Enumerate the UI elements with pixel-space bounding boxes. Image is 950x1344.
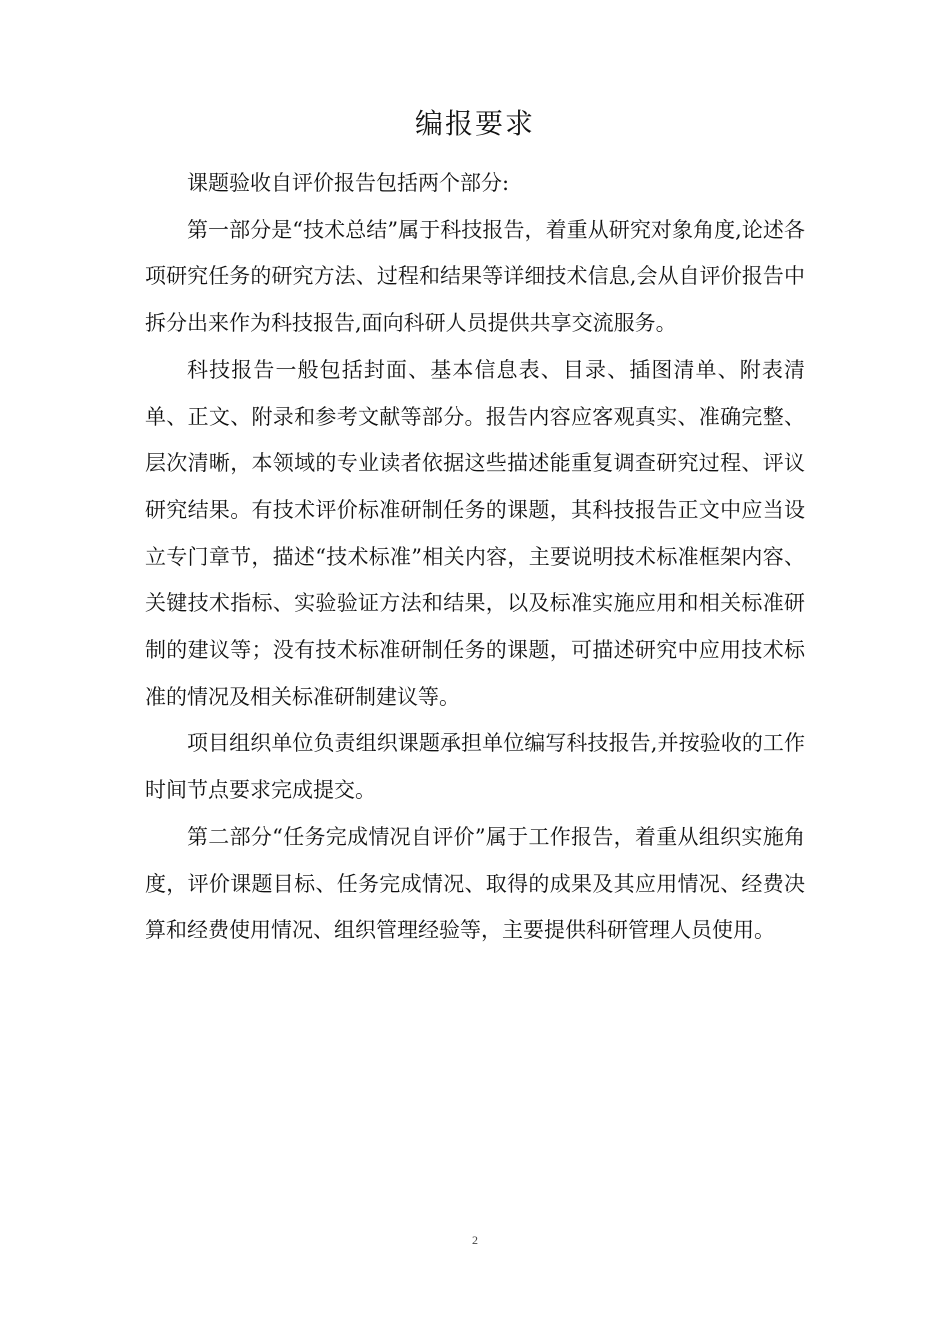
paragraph-report-structure: 科技报告一般包括封面、基本信息表、目录、插图清单、附表清单、正文、附录和参考文献等部分。报告内容应客观真实、准确完整、层次清晰，本领域的专业读者依据这些描述能重复调查研究过程、评议研究结果。有技术评价标准研制任务的课题，其科技报告正文中应当设立专门章节，描述“技术标准”相关内容，主要说明技术标准框架内容、关键技术指标、实验验证方法和结果，以及标准实施应用和相关标准研制的建议等；没有技术标准研制任务的课题，可描述研究中应用技术标准的情况及相关标准研制建议等。	[145, 357, 805, 709]
page-number: 2	[472, 1233, 478, 1247]
paragraph-organization: 项目组织单位负责组织课题承担单位编写科技报告,并按验收的工作时间节点要求完成提交。	[145, 731, 805, 803]
paragraph-intro: 课题验收自评价报告包括两个部分:	[187, 171, 510, 195]
paragraph-part-one: 第一部分是“技术总结”属于科技报告，着重从研究对象角度,论述各项研究任务的研究方法、过程和结果等详细技术信息,会从自评价报告中拆分出来作为科技报告,面向科研人员提供共享交流服务。	[145, 217, 805, 336]
document-body	[145, 160, 805, 954]
page-title: 编报要求	[414, 107, 535, 140]
paragraph-part-two: 第二部分“任务完成情况自评价”属于工作报告，着重从组织实施角度，评价课题目标、任务完成情况、取得的成果及其应用情况、经费决算和经费使用情况、组织管理经验等，主要提供科研管理人员使用。	[145, 824, 805, 943]
